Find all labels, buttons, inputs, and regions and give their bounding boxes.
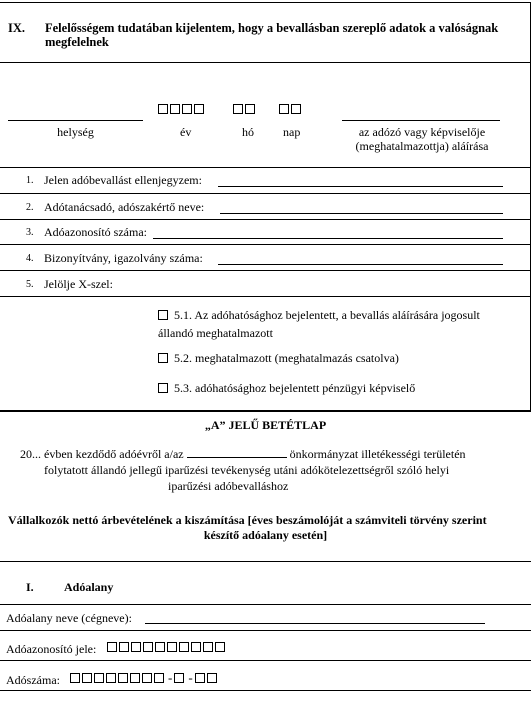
year-box[interactable] — [182, 104, 192, 114]
tax-number-box[interactable] — [154, 673, 164, 683]
section-ix-number: IX. — [8, 21, 26, 35]
tax-number-box[interactable] — [207, 673, 217, 683]
tax-id-boxes[interactable] — [107, 639, 227, 654]
taxpayer-name-label: Adóalany neve (cégneve): — [6, 611, 132, 625]
advisor-tax-id-field[interactable] — [153, 238, 503, 239]
year-label: év — [180, 125, 192, 139]
checkbox-5-1[interactable] — [158, 310, 168, 320]
day-box[interactable] — [279, 104, 289, 114]
tax-id-box[interactable] — [119, 642, 129, 652]
row-number: 3. — [26, 227, 34, 238]
annex-text-prefix: 20... évben kezdődő adóévről a/az — [20, 447, 184, 461]
annex-heading-line1: Vállalkozók nettó árbevételének a kiszámítása [éves beszámolóját a számviteli törvény szerint — [8, 513, 487, 527]
row-label: Jelen adóbevallást ellenjegyzem: — [44, 173, 202, 187]
annex-text-line3: iparűzési adóbevalláshoz — [168, 479, 289, 493]
option-5-1-label: 5.1. Az adóhatósághoz bejelentett, a bevallás aláírására jogosult — [174, 308, 480, 322]
tax-id-box[interactable] — [203, 642, 213, 652]
section-ix-title-line2: megfelelnek — [45, 35, 109, 49]
row-number: 1. — [26, 175, 34, 186]
tax-number-box[interactable] — [118, 673, 128, 683]
option-5-2[interactable] — [158, 351, 399, 365]
tax-id-box[interactable] — [155, 642, 165, 652]
day-box[interactable] — [291, 104, 301, 114]
row-number: 5. — [26, 279, 34, 290]
taxpayer-name-field[interactable] — [145, 623, 485, 624]
year-boxes[interactable] — [158, 101, 206, 116]
place-line[interactable] — [8, 120, 143, 121]
month-box[interactable] — [245, 104, 255, 114]
annex-text-suffix: önkormányzat illetékességi területén — [289, 447, 466, 461]
dash-separator: - — [188, 670, 193, 686]
tax-id-box[interactable] — [191, 642, 201, 652]
row-label: Jelölje X-szel: — [44, 277, 113, 291]
municipality-field[interactable] — [187, 447, 287, 458]
month-boxes[interactable] — [233, 101, 257, 116]
tax-number-box[interactable] — [130, 673, 140, 683]
row-number: 4. — [26, 253, 34, 264]
option-5-3-label: 5.3. adóhatósághoz bejelentett pénzügyi képviselő — [174, 381, 416, 395]
annex-text-line1 — [20, 447, 466, 461]
row-label: Bizonyítvány, igazolvány száma: — [44, 251, 203, 265]
tax-id-box[interactable] — [179, 642, 189, 652]
option-5-3[interactable] — [158, 381, 415, 395]
countersign-field[interactable] — [218, 186, 503, 187]
year-box[interactable] — [158, 104, 168, 114]
option-5-1-label-line2: állandó meghatalmazott — [158, 326, 273, 340]
section-i-title: Adóalany — [64, 580, 114, 594]
tax-number-boxes[interactable] — [70, 670, 219, 686]
row-number: 2. — [26, 202, 34, 213]
signer-label-line2: (meghatalmazottja) aláírása — [355, 139, 489, 153]
tax-number-box[interactable] — [195, 673, 205, 683]
tax-number-box[interactable] — [70, 673, 80, 683]
checkbox-5-3[interactable] — [158, 383, 168, 393]
option-5-1[interactable] — [158, 308, 480, 322]
certificate-number-field[interactable] — [218, 264, 503, 265]
row-label: Adótanácsadó, adószakértő neve: — [44, 200, 205, 214]
tax-id-box[interactable] — [143, 642, 153, 652]
tax-id-label: Adóazonosító jele: — [6, 642, 97, 656]
tax-number-box[interactable] — [106, 673, 116, 683]
option-5-2-label: 5.2. meghatalmazott (meghatalmazás csatolva) — [174, 351, 399, 365]
tax-number-box[interactable] — [174, 673, 184, 683]
year-box[interactable] — [194, 104, 204, 114]
tax-id-box[interactable] — [131, 642, 141, 652]
advisor-name-field[interactable] — [220, 213, 503, 214]
tax-id-box[interactable] — [107, 642, 117, 652]
tax-id-box[interactable] — [215, 642, 225, 652]
section-i-number: I. — [26, 580, 34, 594]
row-label: Adóazonosító száma: — [44, 225, 147, 239]
signer-label-line1: az adózó vagy képviselője — [358, 125, 486, 139]
signer-line[interactable] — [342, 120, 500, 121]
annex-heading-line2: készítő adóalany esetén] — [203, 528, 328, 542]
month-box[interactable] — [233, 104, 243, 114]
year-box[interactable] — [170, 104, 180, 114]
day-label: nap — [283, 125, 301, 139]
place-label: helység — [57, 125, 94, 139]
month-label: hó — [242, 125, 254, 139]
tax-number-box[interactable] — [94, 673, 104, 683]
checkbox-5-2[interactable] — [158, 353, 168, 363]
annex-text-line2: folytatott állandó jellegű iparűzési tevékenység utáni adókötelezettségről szóló helyi — [44, 463, 450, 477]
tax-number-box[interactable] — [82, 673, 92, 683]
annex-title: „A” JELŰ BETÉTLAP — [204, 418, 327, 432]
tax-number-box[interactable] — [142, 673, 152, 683]
section-ix-title-line1: Felelősségem tudatában kijelentem, hogy a bevallásban szereplő adatok a valóságnak — [45, 21, 499, 35]
dash-separator: - — [168, 670, 173, 686]
day-boxes[interactable] — [279, 101, 303, 116]
tax-number-label: Adószáma: — [6, 673, 60, 687]
tax-id-box[interactable] — [167, 642, 177, 652]
